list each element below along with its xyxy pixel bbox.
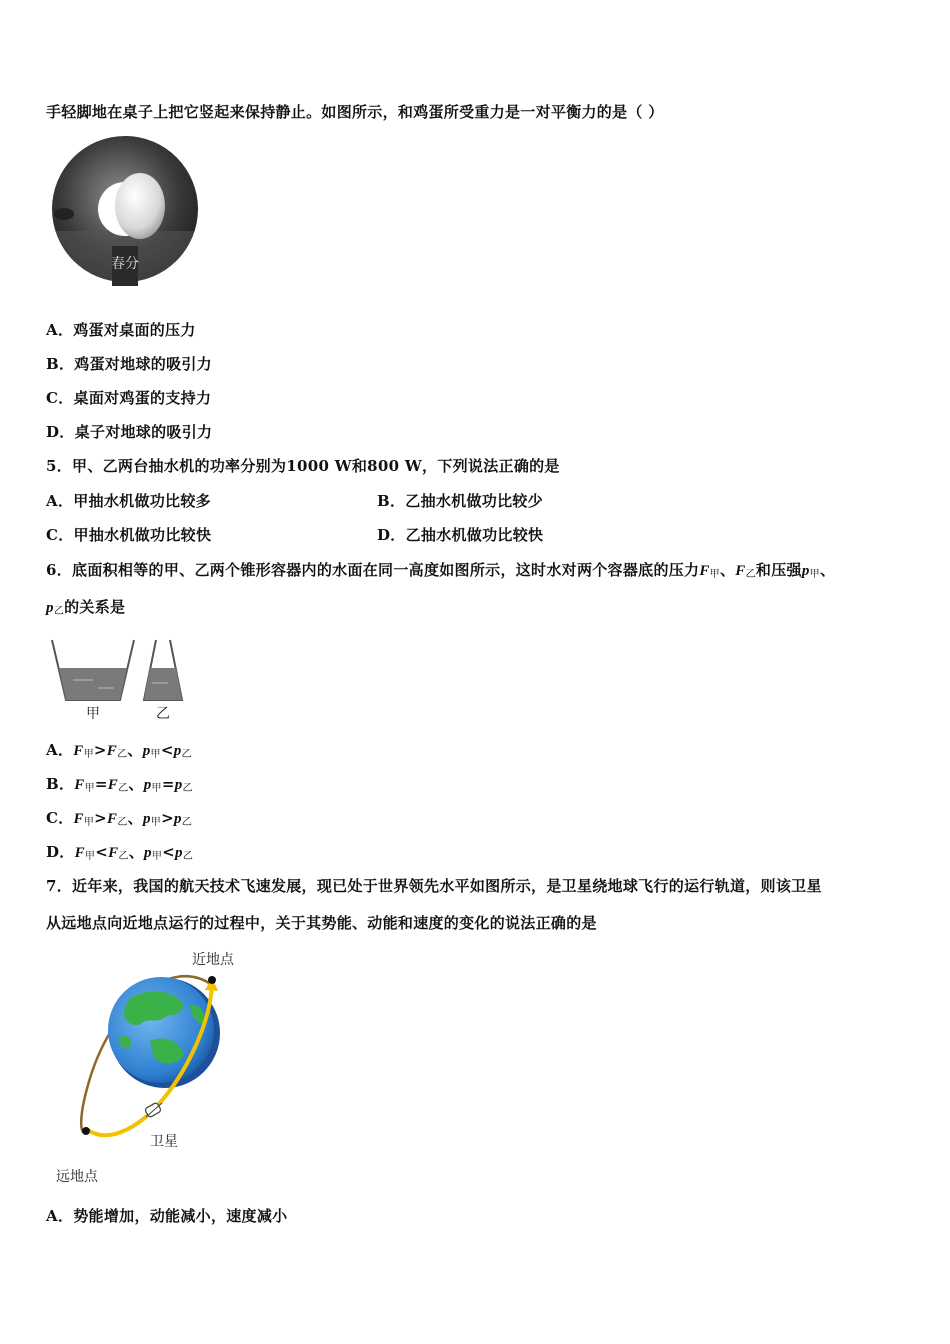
- apogee-point: [82, 1127, 90, 1135]
- orbit-figure: [50, 945, 250, 1190]
- egg-photo: [52, 136, 202, 286]
- label-satellite: 卫星: [150, 1134, 178, 1150]
- q7-stem-line2: 从远地点向近地点运行的过程中，关于其势能、动能和速度的变化的说法正确的是: [46, 914, 597, 932]
- q4-option-b: B．鸡蛋对地球的吸引力: [46, 355, 212, 373]
- q5-option-b: B．乙抽水机做功比较少: [377, 492, 543, 510]
- label-perigee: 近地点: [192, 952, 234, 968]
- q6-stem-line2: $p_乙$的关系是: [46, 598, 126, 617]
- q5-option-d: D．乙抽水机做功比较快: [377, 526, 544, 544]
- q4-stem: 手轻脚地在桌子上把它竖起来保持静止。如图所示，和鸡蛋所受重力是一对平衡力的是（ ）: [46, 103, 664, 121]
- q4-option-a: A．鸡蛋对桌面的压力: [46, 321, 196, 339]
- label-apogee: 远地点: [56, 1169, 98, 1185]
- q4-option-c: C．桌面对鸡蛋的支持力: [46, 389, 212, 407]
- q7-stem-line1: 7．近年来，我国的航天技术飞速发展，现已处于世界领先水平如图所示，是卫星绕地球飞行的运行轨道，则该卫星: [46, 877, 822, 895]
- q5-option-a: A．甲抽水机做功比较多: [46, 492, 211, 510]
- perigee-point: [208, 976, 216, 984]
- container-label-jia: 甲: [86, 706, 100, 722]
- q4-option-d: D．桌子对地球的吸引力: [46, 423, 213, 441]
- egg-photo-caption: 春分: [111, 256, 139, 272]
- q6-stem-line1: 6．底面积相等的甲、乙两个锥形容器内的水面在同一高度如图所示，这时水对两个容器底的压力$F_甲$、$F_乙$和压强$p_甲$、: [46, 561, 836, 580]
- q6-option-d: D．$F_甲<F_乙$、$p_甲<p_乙$: [46, 843, 194, 862]
- container-label-yi: 乙: [156, 706, 170, 722]
- q6-option-b: B．$F_甲=F_乙$、$p_甲=p_乙$: [46, 775, 193, 794]
- q6-option-a: A．$F_甲>F_乙$、$p_甲<p_乙$: [46, 741, 192, 760]
- q5-option-c: C．甲抽水机做功比较快: [46, 526, 212, 544]
- q5-stem: 5．甲、乙两台抽水机的功率分别为1000 W和800 W，下列说法正确的是: [46, 457, 560, 475]
- containers-figure: [48, 638, 198, 724]
- q7-option-a: A．势能增加，动能减小，速度减小: [46, 1207, 288, 1225]
- q6-option-c: C．$F_甲>F_乙$、$p_甲>p_乙$: [46, 809, 193, 828]
